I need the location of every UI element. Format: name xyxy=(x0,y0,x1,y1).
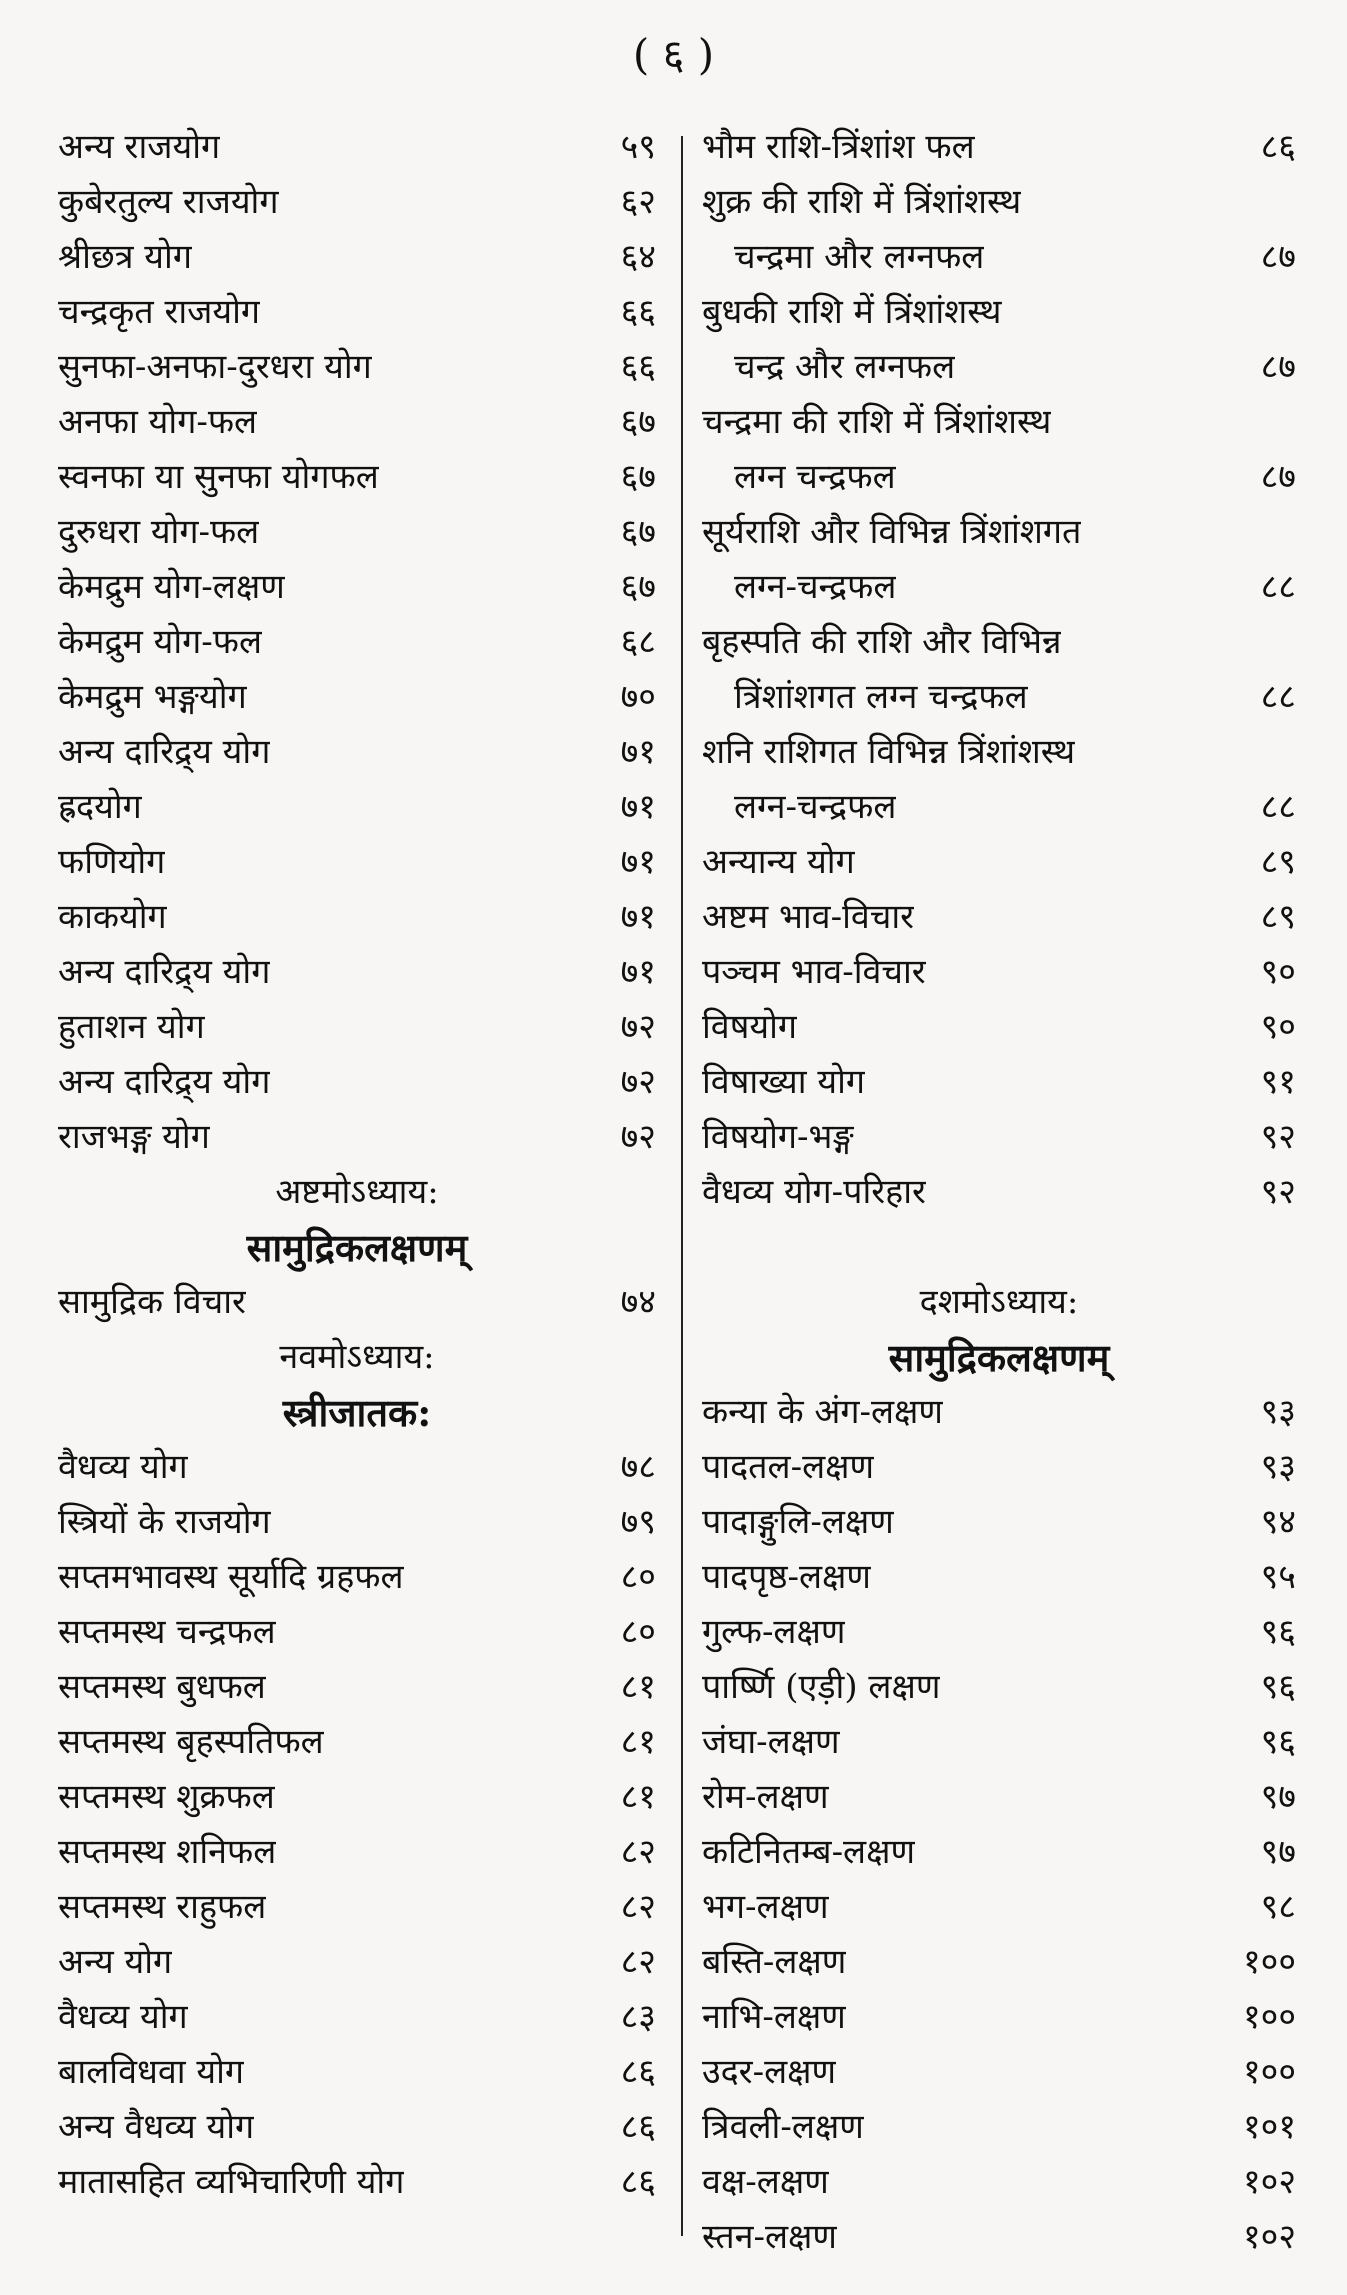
toc-entry xyxy=(702,1165,1296,1220)
entry-title: ह्रदयोग xyxy=(58,787,142,827)
entry-title: वैधव्य योग xyxy=(58,1997,188,2037)
toc-entry xyxy=(702,395,1296,450)
entry-title: लग्न-चन्द्रफल xyxy=(734,787,897,827)
entry-page-number: ७१ xyxy=(620,952,656,992)
entry-title: जंघा-लक्षण xyxy=(702,1722,840,1762)
entry-title: विषयोग xyxy=(702,1007,798,1047)
toc-entry-continuation xyxy=(702,670,1296,725)
toc-entry xyxy=(58,1550,656,1605)
entry-page-number: ६७ xyxy=(620,567,656,607)
entry-page-number: ८० xyxy=(620,1612,656,1652)
toc-entry xyxy=(58,2155,656,2210)
entry-title: बृहस्पति की राशि और विभिन्न xyxy=(702,622,1062,662)
entry-title: सप्तमभावस्थ सूर्यादि ग्रहफल xyxy=(58,1557,404,1597)
entry-page-number: ८८ xyxy=(1260,677,1296,717)
entry-page-number: ६४ xyxy=(620,237,656,277)
toc-entry xyxy=(702,1660,1296,1715)
entry-page-number: ९३ xyxy=(1260,1392,1296,1432)
entry-page-number: ७० xyxy=(620,677,656,717)
toc-entry xyxy=(702,1770,1296,1825)
entry-title: दुरुधरा योग-फल xyxy=(58,512,260,552)
entry-title: पार्ष्णि (एड़ी) लक्षण xyxy=(702,1667,941,1707)
toc-entry xyxy=(702,175,1296,230)
entry-page-number: ५९ xyxy=(620,127,656,167)
entry-page-number: ८१ xyxy=(620,1777,656,1817)
entry-title: श्रीछत्र योग xyxy=(58,237,192,277)
entry-page-number: ८७ xyxy=(1260,457,1296,497)
entry-page-number: ६७ xyxy=(620,512,656,552)
entry-title: त्रिवली-लक्षण xyxy=(702,2107,864,2147)
chapter-heading: अष्टमोऽध्याय: xyxy=(275,1172,439,1212)
entry-page-number: ८१ xyxy=(620,1667,656,1707)
toc-entry xyxy=(702,1385,1296,1440)
toc-entry xyxy=(58,120,656,175)
entry-page-number: ८६ xyxy=(620,2162,656,2202)
toc-entry xyxy=(58,1990,656,2045)
entry-page-number: ८७ xyxy=(1260,237,1296,277)
entry-title: वैधव्य योग-परिहार xyxy=(702,1172,926,1212)
entry-title: सुनफा-अनफा-दुरधरा योग xyxy=(58,347,372,387)
entry-title: भौम राशि-त्रिंशांश फल xyxy=(702,127,975,167)
toc-entry xyxy=(702,2155,1296,2210)
toc-entry xyxy=(702,890,1296,945)
entry-title: बुधकी राशि में त्रिंशांशस्थ xyxy=(702,292,1002,332)
toc-entry xyxy=(58,890,656,945)
toc-entry xyxy=(58,560,656,615)
toc-entry xyxy=(58,1825,656,1880)
entry-page-number: ८६ xyxy=(620,2107,656,2147)
entry-page-number: ८२ xyxy=(620,1887,656,1927)
entry-title: अन्य दारिद्र्य योग xyxy=(58,952,271,992)
entry-title: केमद्रुम योग-फल xyxy=(58,622,263,662)
entry-title: अष्टम भाव-विचार xyxy=(702,897,915,937)
toc-entry xyxy=(702,835,1296,890)
toc-entry xyxy=(58,1715,656,1770)
entry-title: लग्न चन्द्रफल xyxy=(734,457,896,497)
toc-entry xyxy=(58,1880,656,1935)
entry-page-number: ७२ xyxy=(620,1007,656,1047)
entry-page-number: ८९ xyxy=(1260,842,1296,882)
spacer xyxy=(702,1220,1296,1275)
entry-title: उदर-लक्षण xyxy=(702,2052,837,2092)
right-column xyxy=(702,120,1296,2265)
toc-entry xyxy=(58,945,656,1000)
entry-page-number: ७१ xyxy=(620,787,656,827)
toc-entry xyxy=(702,1715,1296,1770)
entry-page-number: ७८ xyxy=(620,1447,656,1487)
column-divider xyxy=(681,136,683,2236)
entry-page-number: ९० xyxy=(1260,952,1296,992)
toc-entry-continuation xyxy=(702,230,1296,285)
entry-page-number: ६२ xyxy=(620,182,656,222)
entry-page-number: ९६ xyxy=(1260,1722,1296,1762)
toc-entry xyxy=(702,1000,1296,1055)
entry-page-number: ९७ xyxy=(1260,1832,1296,1872)
entry-page-number: ९७ xyxy=(1260,1777,1296,1817)
entry-page-number: ८३ xyxy=(620,1997,656,2037)
section-title: स्त्रीजातक: xyxy=(282,1390,432,1435)
entry-title: गुल्फ-लक्षण xyxy=(702,1612,846,1652)
toc-entry xyxy=(702,1055,1296,1110)
entry-title: काकयोग xyxy=(58,897,167,937)
entry-title: रोम-लक्षण xyxy=(702,1777,829,1817)
entry-page-number: १०० xyxy=(1242,2052,1296,2092)
toc-entry xyxy=(702,1605,1296,1660)
toc-entry xyxy=(58,780,656,835)
entry-title: त्रिंशांशगत लग्न चन्द्रफल xyxy=(734,677,1028,717)
entry-title: हुताशन योग xyxy=(58,1007,205,1047)
toc-entry xyxy=(58,1935,656,1990)
entry-page-number: १०१ xyxy=(1242,2107,1296,2147)
section-title: सामुद्रिकलक्षणम् xyxy=(246,1225,468,1270)
toc-entry xyxy=(702,1440,1296,1495)
entry-title: सामुद्रिक विचार xyxy=(58,1282,246,1322)
entry-title: अन्य राजयोग xyxy=(58,127,221,167)
entry-title: अन्य दारिद्र्य योग xyxy=(58,732,271,772)
entry-title: बालविधवा योग xyxy=(58,2052,245,2092)
toc-entry xyxy=(702,2100,1296,2155)
toc-entry xyxy=(58,1660,656,1715)
entry-page-number: ९५ xyxy=(1260,1557,1296,1597)
entry-page-number: ६६ xyxy=(620,292,656,332)
toc-entry xyxy=(58,230,656,285)
section-title: सामुद्रिकलक्षणम् xyxy=(888,1335,1110,1380)
entry-title: सप्तमस्थ चन्द्रफल xyxy=(58,1612,276,1652)
entry-title: नाभि-लक्षण xyxy=(702,1997,846,2037)
toc-entry xyxy=(702,285,1296,340)
toc-entry xyxy=(702,945,1296,1000)
entry-page-number: ८६ xyxy=(1260,127,1296,167)
entry-title: सप्तमस्थ बुधफल xyxy=(58,1667,266,1707)
toc-entry xyxy=(702,120,1296,175)
entry-title: वैधव्य योग xyxy=(58,1447,188,1487)
entry-title: स्तन-लक्षण xyxy=(702,2217,837,2257)
entry-title: सप्तमस्थ शनिफल xyxy=(58,1832,277,1872)
entry-title: अन्य वैधव्य योग xyxy=(58,2107,255,2147)
toc-entry-continuation xyxy=(702,450,1296,505)
entry-title: चन्द्रकृत राजयोग xyxy=(58,292,261,332)
toc-entry xyxy=(702,1990,1296,2045)
toc-entry xyxy=(58,1440,656,1495)
chapter-heading: नवमोऽध्याय: xyxy=(279,1337,435,1377)
entry-title: केमद्रुम योग-लक्षण xyxy=(58,567,285,607)
toc-entry xyxy=(58,450,656,505)
toc-entry xyxy=(58,1000,656,1055)
entry-page-number: ६७ xyxy=(620,402,656,442)
entry-page-number: ८६ xyxy=(620,2052,656,2092)
entry-title: पादाङ्गुलि-लक्षण xyxy=(702,1502,894,1542)
entry-title: अन्यान्य योग xyxy=(702,842,855,882)
entry-title: सप्तमस्थ बृहस्पतिफल xyxy=(58,1722,324,1762)
toc-entry xyxy=(58,835,656,890)
entry-title: अनफा योग-फल xyxy=(58,402,258,442)
toc-entry xyxy=(58,670,656,725)
toc-entry-continuation xyxy=(702,340,1296,395)
toc-entry xyxy=(58,1055,656,1110)
toc-entry xyxy=(702,725,1296,780)
entry-page-number: ८८ xyxy=(1260,567,1296,607)
entry-page-number: ९८ xyxy=(1260,1887,1296,1927)
entry-page-number: ७१ xyxy=(620,897,656,937)
entry-page-number: ७२ xyxy=(620,1117,656,1157)
entry-page-number: ७१ xyxy=(620,732,656,772)
entry-title: सूर्यराशि और विभिन्न त्रिंशांशगत xyxy=(702,512,1082,552)
entry-page-number: १०० xyxy=(1242,1942,1296,1982)
entry-page-number: ७४ xyxy=(620,1282,656,1322)
entry-page-number: ८१ xyxy=(620,1722,656,1762)
entry-page-number: ७९ xyxy=(620,1502,656,1542)
entry-page-number: ९६ xyxy=(1260,1612,1296,1652)
page-number: ( ६ ) xyxy=(632,30,715,79)
toc-entry-continuation xyxy=(702,560,1296,615)
entry-page-number: ६७ xyxy=(620,457,656,497)
entry-title: विषाख्या योग xyxy=(702,1062,866,1102)
entry-title: स्त्रियों के राजयोग xyxy=(58,1502,271,1542)
entry-page-number: ९४ xyxy=(1260,1502,1296,1542)
toc-entry xyxy=(58,2100,656,2155)
toc-entry xyxy=(58,1770,656,1825)
entry-title: चन्द्र और लग्नफल xyxy=(734,347,956,387)
entry-title: चन्द्रमा की राशि में त्रिंशांशस्थ xyxy=(702,402,1052,442)
entry-title: सप्तमस्थ शुक्रफल xyxy=(58,1777,275,1817)
entry-title: कटिनितम्ब-लक्षण xyxy=(702,1832,916,1872)
toc-entry xyxy=(58,2045,656,2100)
entry-title: पादतल-लक्षण xyxy=(702,1447,875,1487)
entry-title: अन्य दारिद्र्य योग xyxy=(58,1062,271,1102)
entry-title: शुक्र की राशि में त्रिंशांशस्थ xyxy=(702,182,1022,222)
entry-title: फणियोग xyxy=(58,842,166,882)
entry-page-number: ८२ xyxy=(620,1942,656,1982)
entry-page-number: ८७ xyxy=(1260,347,1296,387)
toc-entry xyxy=(702,1495,1296,1550)
toc-entry xyxy=(58,395,656,450)
toc-entry xyxy=(58,340,656,395)
entry-page-number: ९० xyxy=(1260,1007,1296,1047)
entry-title: मातासहित व्यभिचारिणी योग xyxy=(58,2162,405,2202)
entry-title: भग-लक्षण xyxy=(702,1887,829,1927)
entry-page-number: ९२ xyxy=(1260,1117,1296,1157)
toc-entry xyxy=(58,505,656,560)
toc-entry xyxy=(702,1935,1296,1990)
entry-page-number: ८२ xyxy=(620,1832,656,1872)
entry-title: शनि राशिगत विभिन्न त्रिंशांशस्थ xyxy=(702,732,1076,772)
entry-page-number: १०२ xyxy=(1242,2217,1296,2257)
entry-title: अन्य योग xyxy=(58,1942,173,1982)
entry-title: बस्ति-लक्षण xyxy=(702,1942,847,1982)
entry-title: कन्या के अंग-लक्षण xyxy=(702,1392,944,1432)
toc-entry xyxy=(702,1825,1296,1880)
entry-page-number: ९१ xyxy=(1260,1062,1296,1102)
toc-entry xyxy=(58,1605,656,1660)
toc-entry xyxy=(58,285,656,340)
toc-entry xyxy=(702,1880,1296,1935)
entry-page-number: ६८ xyxy=(620,622,656,662)
entry-page-number: ९३ xyxy=(1260,1447,1296,1487)
toc-entry xyxy=(702,1550,1296,1605)
entry-title: विषयोग-भङ्ग xyxy=(702,1117,854,1157)
entry-page-number: ९२ xyxy=(1260,1172,1296,1212)
entry-page-number: ९६ xyxy=(1260,1667,1296,1707)
toc-entry xyxy=(58,1275,656,1330)
entry-title: कुबेरतुल्य राजयोग xyxy=(58,182,279,222)
toc-entry xyxy=(702,615,1296,670)
entry-title: पादपृष्ठ-लक्षण xyxy=(702,1557,872,1597)
entry-title: वक्ष-लक्षण xyxy=(702,2162,829,2202)
entry-page-number: ८० xyxy=(620,1557,656,1597)
entry-title: सप्तमस्थ राहुफल xyxy=(58,1887,267,1927)
toc-entry xyxy=(58,725,656,780)
entry-title: लग्न-चन्द्रफल xyxy=(734,567,897,607)
entry-title: स्वनफा या सुनफा योगफल xyxy=(58,457,379,497)
entry-page-number: १०० xyxy=(1242,1997,1296,2037)
chapter-heading: दशमोऽध्याय: xyxy=(919,1282,1079,1322)
entry-page-number: ७१ xyxy=(620,842,656,882)
toc-entry xyxy=(58,615,656,670)
entry-title: पञ्चम भाव-विचार xyxy=(702,952,926,992)
toc-entry-continuation xyxy=(702,780,1296,835)
toc-entry xyxy=(702,2210,1296,2265)
left-column xyxy=(58,120,656,2210)
entry-page-number: ८९ xyxy=(1260,897,1296,937)
entry-title: चन्द्रमा और लग्नफल xyxy=(734,237,985,277)
entry-page-number: ६६ xyxy=(620,347,656,387)
toc-entry xyxy=(702,1110,1296,1165)
toc-entry xyxy=(702,2045,1296,2100)
toc-entry xyxy=(58,1110,656,1165)
toc-entry xyxy=(58,1495,656,1550)
entry-title: केमद्रुम भङ्गयोग xyxy=(58,677,247,717)
entry-page-number: ७२ xyxy=(620,1062,656,1102)
entry-title: राजभङ्ग योग xyxy=(58,1117,210,1157)
toc-entry xyxy=(702,505,1296,560)
toc-entry xyxy=(58,175,656,230)
entry-page-number: १०२ xyxy=(1242,2162,1296,2202)
entry-page-number: ८८ xyxy=(1260,787,1296,827)
